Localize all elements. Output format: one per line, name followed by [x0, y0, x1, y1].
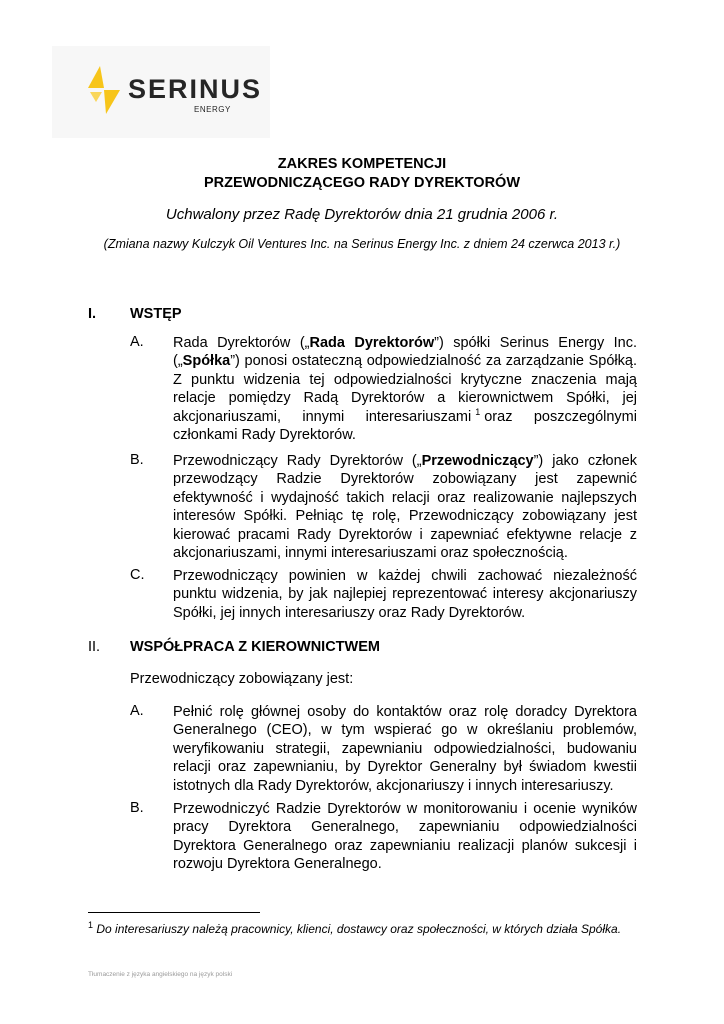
section-1-number: I.: [88, 306, 97, 322]
footnote-separator: [88, 912, 260, 913]
section-1-item-a-text: Rada Dyrektorów („Rada Dyrektorów”) spółki Serinus Energy Inc. („Spółka”) ponosi ostateczną odpowiedzialność za zarządzanie Spółką. Z punktu widzenia tej odpowiedzialności krytyczne znaczenia mają relacje pomiędzy Radą Dyrektorów a kierownictwem Spółki, jej akcjonariuszami, innymi interesariuszami $^1$ oraz poszczególnymi członkami Rady Dyrektorów.: [173, 335, 638, 444]
company-logo: [52, 46, 270, 138]
section-2-item-b-text: Przewodniczyć Radzie Dyrektorów w monitorowaniu i ocenie wyników pracy Dyrektora Generalnego, zapewnianiu odpowiedzialności Dyrektora Generalnego oraz zapewnianiu realizacji planów sukcesji i rozwoju Dyrektora Generalnego.: [173, 801, 637, 873]
section-1-item-b-label: B.: [130, 452, 144, 468]
section-1-item-c-label: C.: [130, 567, 145, 583]
section-1-item-a-label: A.: [130, 334, 144, 350]
section-2-intro: Przewodniczący zobowiązany jest:: [130, 671, 354, 687]
section-2-title: WSPÓŁPRACA Z KIEROWNICTWEM: [130, 639, 380, 655]
section-1-title: WSTĘP: [130, 306, 182, 322]
section-1-item-c-text: Przewodniczący powinien w każdej chwili zachować niezależność punktu widzenia, by jak najlepiej reprezentować interesy akcjonariuszy Spółki, jej innych interesariuszy oraz Rady Dyrektorów.: [173, 568, 637, 621]
serinus-logo-mark-icon: [86, 66, 122, 114]
document-title-line2: PRZEWODNICZĄCEGO RADY DYREKTORÓW: [203, 175, 521, 191]
section-2-item-b-label: B.: [130, 800, 144, 816]
section-2-item-a-text: Pełnić rolę głównej osoby do kontaktów oraz rolę doradcy Dyrektora Generalnego (CEO), w tym wspierać go w określaniu problemów, weryfikowaniu strategii, zapewnianiu odpowiedzialności, budowaniu relacji oraz zapewnianiu, by Dyrektor Generalny był świadom kwestii istotnych dla Rady Dyrektorów, akcjonariuszy i innych interesariuszy.: [173, 704, 637, 794]
footnote-text: Do interesariuszy należą pracownicy, klienci, dostawcy oraz społeczności, w których działa Spółka.: [96, 922, 622, 936]
section-2-number: II.: [88, 639, 101, 655]
translation-note: Tłumaczenie z języka angielskiego na język polski: [88, 971, 233, 978]
section-1-item-b-text: Przewodniczący Rady Dyrektorów („Przewodniczący”) jako członek przewodzący Radzie Dyrektorów zobowiązany jest zapewnić efektywność i wydajność takich relacji oraz realizowanie najlepszych interesów Spółki. Pełniąc tę rolę, Przewodniczący zobowiązany jest kierować pracami Rady Dyrektorów i zapewniać efektywne relacje z akcjonariuszami, innymi interesariuszami oraz społecznością.: [173, 453, 637, 562]
section-2-item-a-label: A.: [130, 703, 144, 719]
footnote-reference: 1: [475, 406, 481, 417]
rename-note: (Zmiana nazwy Kulczyk Oil Ventures Inc. na Serinus Energy Inc. z dniem 24 czerwca 2013 r.): [103, 237, 621, 251]
logo-subtitle: ENERGY: [194, 105, 231, 114]
adoption-date: Uchwalony przez Radę Dyrektorów dnia 21 grudnia 2006 r.: [165, 206, 559, 223]
footnote: [88, 922, 621, 936]
footnote-number: 1: [88, 920, 94, 930]
logo-name: SERINUS: [128, 74, 263, 104]
document-title-line1: ZAKRES KOMPETENCJI: [277, 156, 447, 172]
